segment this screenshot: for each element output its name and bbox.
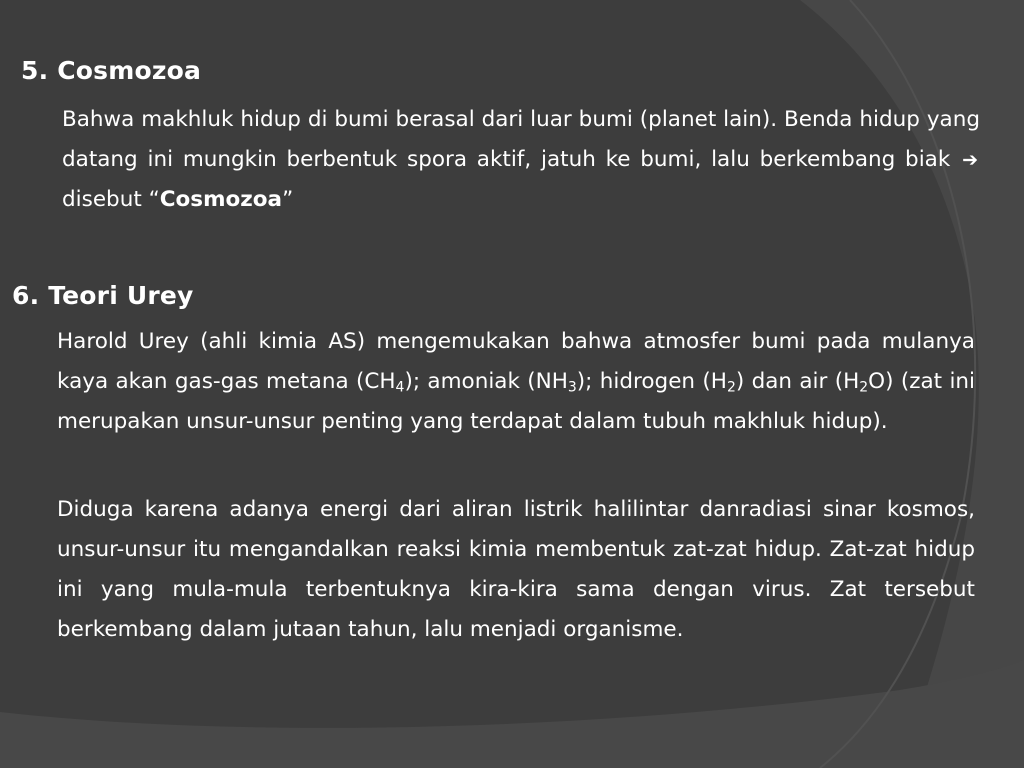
right-arrow-icon: ➔ (962, 149, 978, 171)
section-heading-cosmozoa: 5. Cosmozoa (21, 56, 202, 85)
subscript-h2: 2 (726, 379, 736, 396)
urey-text-2: ); amoniak (NH (404, 369, 568, 394)
cosmozoa-paragraph (62, 100, 980, 220)
cosmozoa-text-after: disebut “ (62, 187, 160, 212)
urey-paragraph-1 (57, 322, 975, 442)
section-heading-teori-urey: 6. Teori Urey (12, 281, 194, 310)
closing-quote: ” (282, 187, 294, 212)
cosmozoa-term: Cosmozoa (159, 187, 283, 212)
urey-text-1: Harold Urey (ahli kimia AS) mengemukakan bahwa atmosfer bumi pada mulanya kaya akan gas-gas metana (CH (57, 329, 975, 394)
subscript-ch4: 4 (395, 379, 405, 396)
subscript-h2o: 2 (859, 379, 869, 396)
urey-text-4: ) dan air (H (735, 369, 860, 394)
urey-paragraph-2: Diduga karena adanya energi dari aliran listrik halilintar danradiasi sinar kosmos, unsur-unsur itu mengandalkan reaksi kimia membentuk zat-zat hidup. Zat-zat hidup ini yang mula-mula terbentuknya kira-kira sama dengan virus. Zat tersebut berkembang dalam jutaan tahun, lalu menjadi organisme. (57, 497, 975, 642)
cosmozoa-text: Bahwa makhluk hidup di bumi berasal dari luar bumi (planet lain). Benda hidup yang datang ini mungkin berbentuk spora aktif, jatuh ke bumi, lalu berkembang biak (62, 107, 980, 172)
subscript-nh3: 3 (567, 379, 577, 396)
urey-text-5: O) (zat ini merupakan unsur-unsur penting yang terdapat dalam tubuh makhluk hidup). (57, 369, 976, 434)
urey-text-3: ); hidrogen (H (576, 369, 727, 394)
